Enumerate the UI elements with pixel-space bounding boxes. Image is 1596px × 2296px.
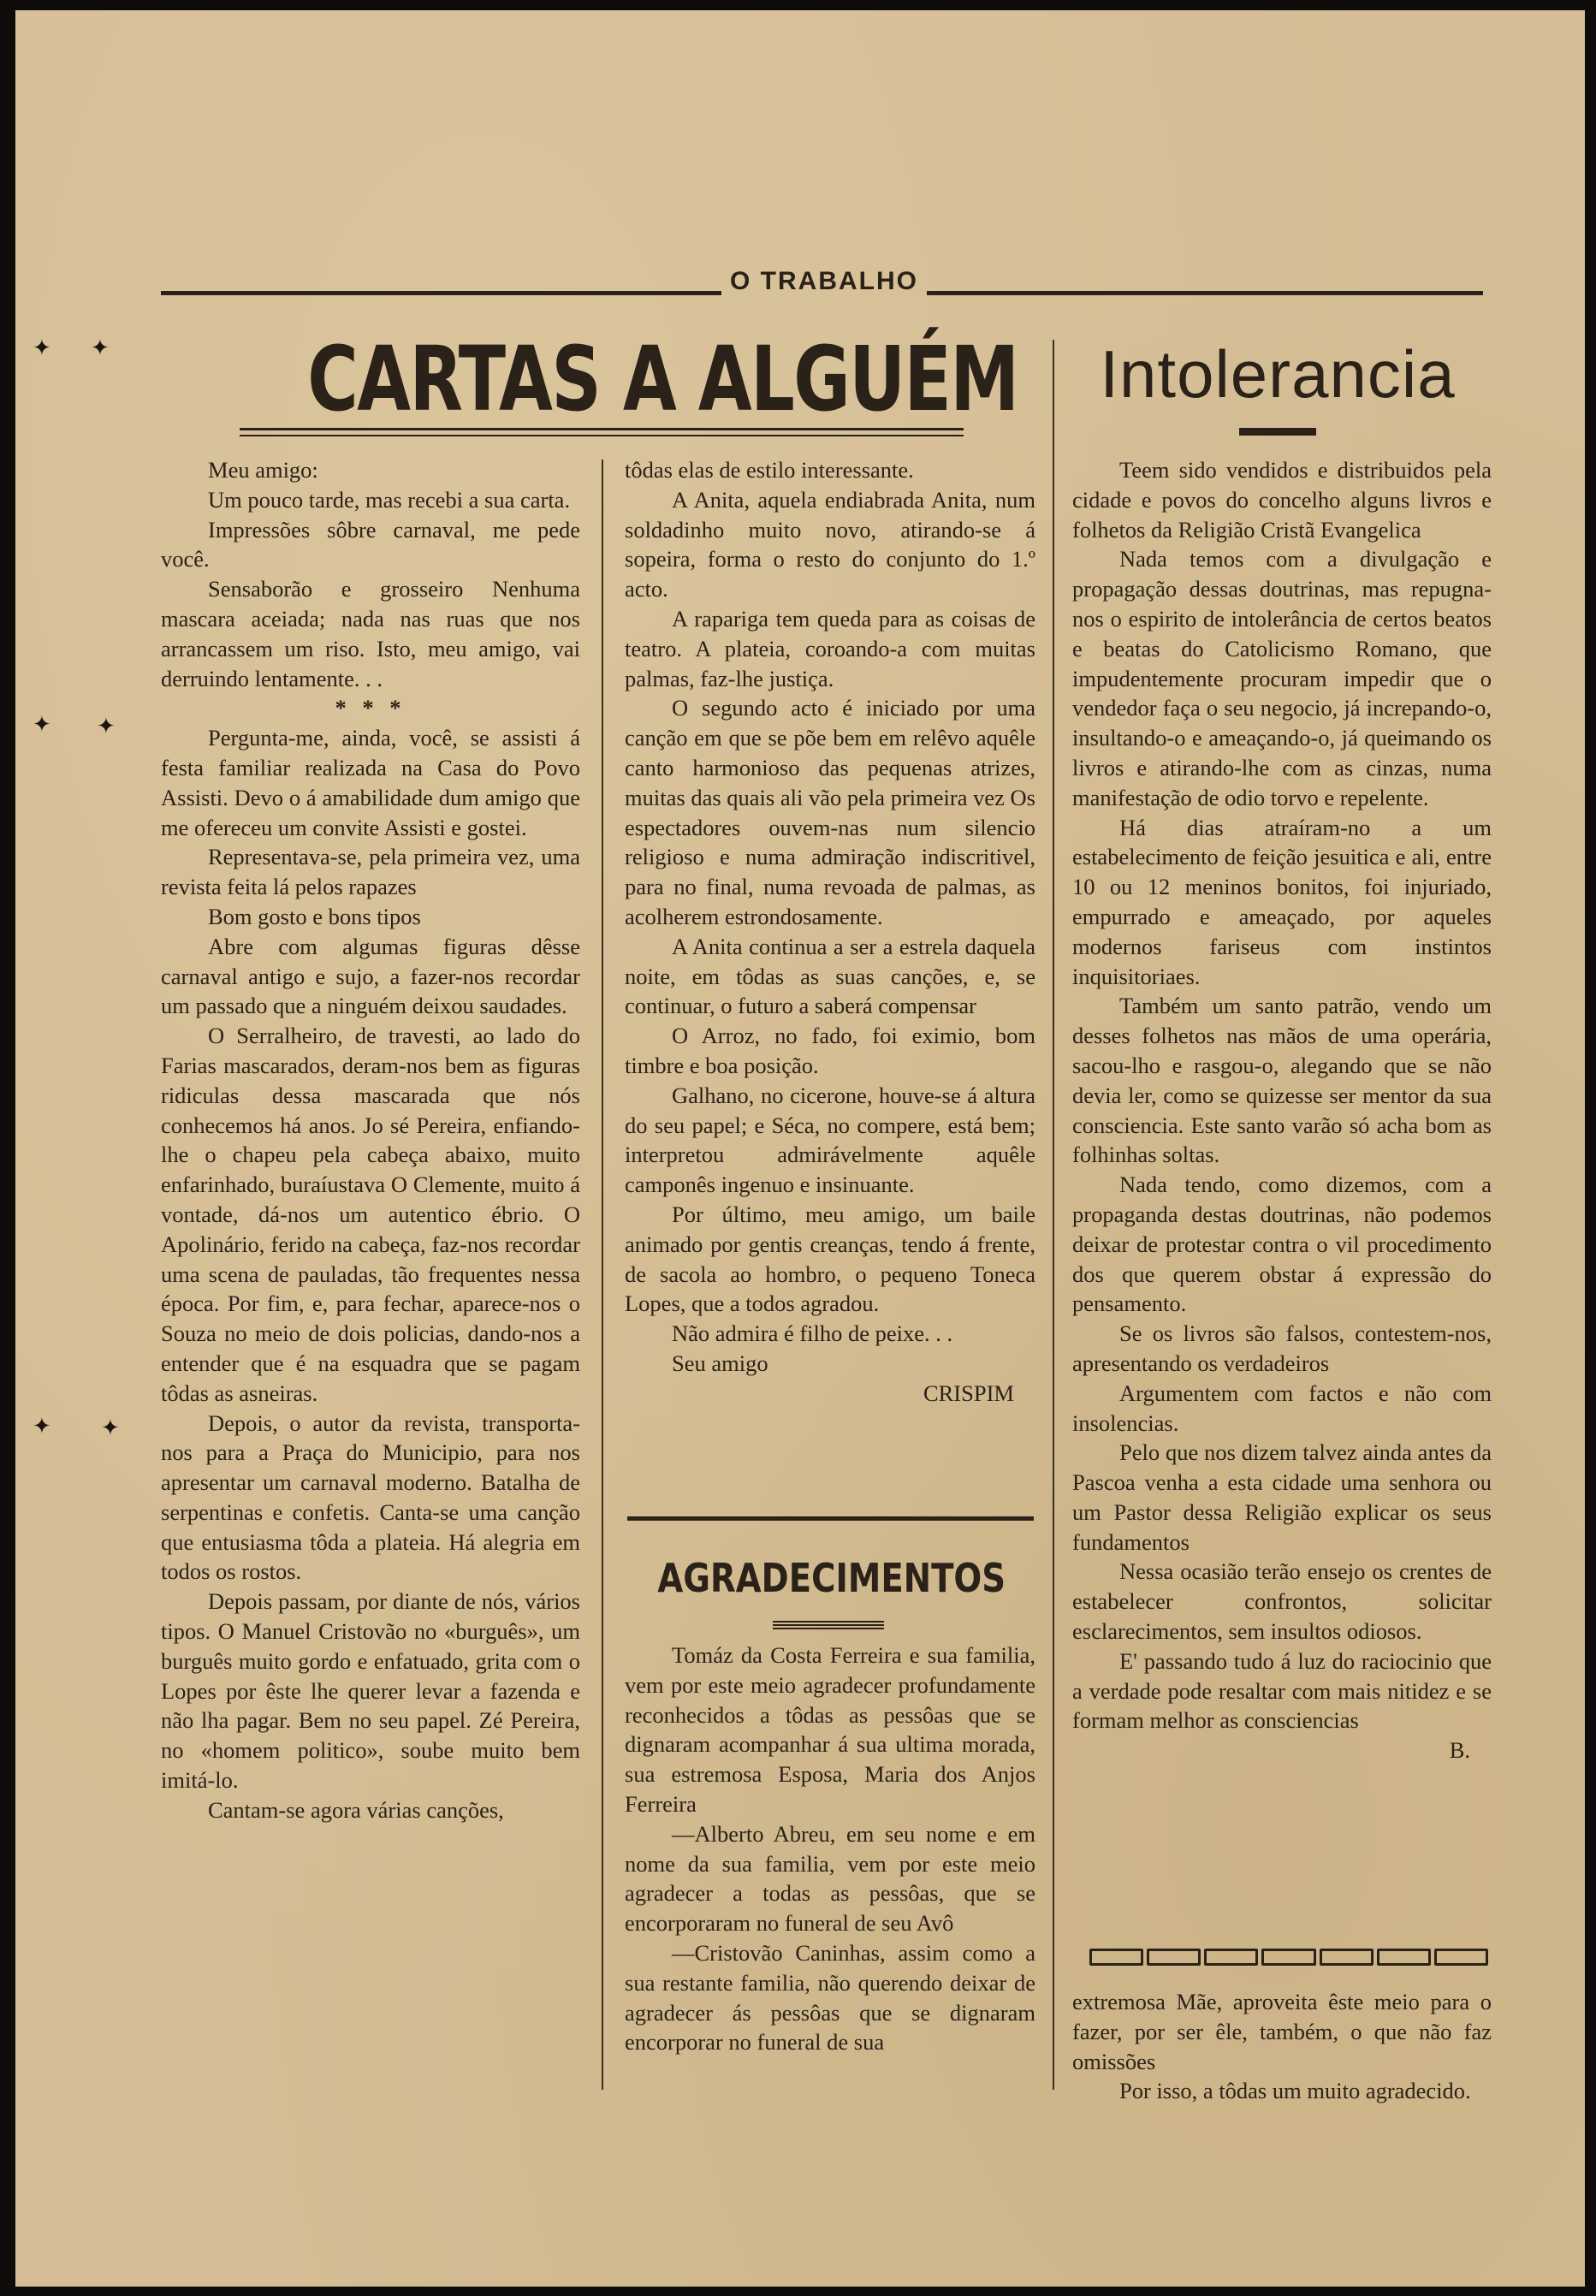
intolerancia-rule <box>1239 428 1316 436</box>
headline-underline-2 <box>240 435 964 436</box>
cartas-paragraph: Representava-se, pela primeira vez, uma revista feita lá pelos rapazes <box>161 844 580 900</box>
intolerancia-signature: B. <box>1449 1737 1470 1764</box>
agradecimentos-paragraph: —Alberto Abreu, em seu nome e em nome da sua familia, vem por este meio agradecer a todas as pessôas, que se encorporaram no funeral de seu Avô <box>625 1820 1035 1937</box>
cartas-paragraph: O Arroz, no fado, foi eximio, bom timbre e boa posição. <box>625 1023 1035 1078</box>
agradecimentos-headline: AGRADECIMENTOS <box>657 1555 1006 1601</box>
agradecimentos-paragraph: Por isso, a tôdas um muito agradecido. <box>1119 2078 1471 2104</box>
cartas-paragraph: A rapariga tem queda para as coisas de teatro. A plateia, coroando-a com muitas palmas, faz-lhe justiça. <box>625 605 1035 691</box>
cartas-paragraph: Meu amigo: <box>208 457 318 483</box>
margin-mark-3: ✦ <box>33 712 51 737</box>
intolerancia-paragraph: Pelo que nos dizem talvez ainda antes da Pascoa venha a esta cidade uma senhora ou um Pastor dessa Religião explicar os seus fundamentos <box>1072 1439 1492 1555</box>
cartas-paragraph: Por último, meu amigo, um baile animado por gentis creanças, tendo á frente, de sacola ao hombro, o pequeno Toneca Lopes, que a todos agradou. <box>625 1201 1035 1317</box>
agradecimentos-paragraph: extremosa Mãe, aproveita êste meio para o fazer, por ser êle, também, o que não faz omissões <box>1072 1989 1492 2074</box>
cartas-paragraph: Depois passam, por diante de nós, vários tipos. O Manuel Cristovão no «burguês», um burguês muito gordo e enfatuado, grita com o Lopes por êste lhe querer levar a fazenda e não lha pagar. Bem no seu papel. Zé Pereira, no «homem politico», soube muito bem imitá-lo. <box>161 1588 580 1794</box>
margin-mark-4: ✦ <box>97 714 116 739</box>
margin-mark-5: ✦ <box>33 1414 51 1439</box>
cartas-paragraph: Um pouco tarde, mas recebi a sua carta. <box>208 486 571 513</box>
margin-mark-1: ✦ <box>33 335 51 360</box>
agradecimentos-top-rule <box>627 1516 1034 1521</box>
agradecimentos-column <box>625 1640 1035 2057</box>
cartas-paragraph: A Anita, aquela endiabrada Anita, num soldadinho muito novo, atirando-se á sopeira, forma o resto do conjunto do 1.º acto. <box>625 486 1035 602</box>
cartas-paragraph: Não admira é filho de peixe. . . <box>672 1320 953 1347</box>
cartas-column-2 <box>625 455 1035 1409</box>
intolerancia-paragraph: Se os livros são falsos, contestem-nos, apresentando os verdadeiros <box>1072 1320 1492 1376</box>
intolerancia-paragraph: Há dias atraíram-no a um estabelecimento de feição jesuitica e ali, entre 10 ou 12 meninos bonitos, foi injuriado, empurrado e ameaçado, por aqueles modernos fariseus com instintos inquisitoriaes. <box>1072 814 1492 989</box>
cartas-paragraph: Pergunta-me, ainda, você, se assisti á festa familiar realizada na Casa do Povo Assisti. Devo o á amabilidade dum amigo que me ofereceu um convite Assisti e gostei. <box>161 725 580 840</box>
section-asterism: * * * <box>335 695 406 721</box>
cartas-paragraph: Cantam-se agora várias canções, <box>208 1796 504 1823</box>
cartas-column-1 <box>161 455 580 1825</box>
column-rule-2 <box>1053 340 1054 2090</box>
column-rule-1 <box>602 460 603 2090</box>
intolerancia-paragraph: Nessa ocasião terão ensejo os crentes de estabelecer confrontos, solicitar esclarecimentos, sem insultos odiosos. <box>1072 1558 1492 1645</box>
cartas-paragraph: tôdas elas de estilo interessante. <box>625 457 914 483</box>
intolerancia-paragraph: E' passando tudo á luz do raciocinio que a verdade pode resaltar com mais nitidez e se formam melhor as consciencias <box>1072 1647 1492 1734</box>
cartas-paragraph: Sensaborão e grosseiro Nenhuma mascara aceiada; nada nas ruas que nos arrancassem um riso. Isto, meu amigo, vai derruindo lentamente. . . <box>161 576 580 691</box>
intolerancia-headline: Intolerancia <box>1100 336 1456 412</box>
intolerancia-paragraph: Argumentem com factos e não com insolencias. <box>1072 1379 1492 1436</box>
cartas-paragraph: Depois, o autor da revista, transporta-nos para a Praça do Municipio, para nos apresentar um carnaval moderno. Batalha de serpentinas e confetis. Canta-se uma canção que entusiasma tôda a plateia. Há alegria em todos os rostos. <box>161 1409 580 1585</box>
cartas-paragraph: Seu amigo <box>672 1350 768 1376</box>
agradecimentos-continuation <box>1072 1987 1492 2106</box>
cartas-paragraph: O Serralheiro, de travesti, ao lado do Farias mascarados, deram-nos bem as figuras ridiculas dessa mascarada que nós conhecemos há anos. Jo sé Pereira, enfiando-lhe o chapeu pela cabeça abaixo, muito enfarinhado, buraíustava O Clemente, muito á vontade, dá-nos um autentico ébrio. O Apolinário, ferido na cabeça, faz-nos recordar uma scena de pauladas, tão frequentes nessa época. Por fim, e, para fechar, aparece-nos o Souza no meio de dois policias, dando-nos a entender que é na esquadra que se pagam tôdas as asneiras. <box>161 1023 580 1406</box>
intolerancia-paragraph: Também um santo patrão, vendo um desses folhetos nas mãos de uma operária, sacou-lho e rasgou-o, alegando que se não devia ler, como se quizesse ser mentor da sua consciencia. Este santo varão só acha bom as folhinhas soltas. <box>1072 993 1492 1168</box>
cartas-headline: CARTAS A ALGUÉM <box>307 327 1018 431</box>
masthead-rule-right <box>927 291 1483 295</box>
intolerancia-column <box>1072 455 1492 1765</box>
newspaper-name: O TRABALHO <box>730 267 918 295</box>
cartas-paragraph: O segundo acto é iniciado por uma canção em que se põe bem em relêvo aquêle canto harmonioso das pequenas atrizes, muitas das quais ali vão pela primeira vez Os espectadores ouvem-nas num silencio religioso e numa admiração indiscritivel, para no final, numa revoada de palmas, as acolherem estrondosamente. <box>625 695 1035 929</box>
intolerancia-paragraph: Teem sido vendidos e distribuidos pela cidade e povos do concelho alguns livros e folhetos da Religião Cristã Evangelica <box>1072 457 1492 543</box>
intolerancia-paragraph: Nada temos com a divulgação e propagação dessas doutrinas, mas repugna-nos o espirito de intolerância de certos beatos e beatas do Catolicismo Romano, que impudentemente procuram impedir que o vendedor faça o seu negocio, já increpando-o, insultando-o e ameaçando-o, já queimando os livros e atirando-lhe com as cinzas, numa manifestação de odio torvo e repelente. <box>1072 546 1492 810</box>
agradecimentos-paragraph: —Cristovão Caninhas, assim como a sua restante familia, não querendo deixar de agradecer ás pessôas que se dignaram encorporar no funeral de sua <box>625 1939 1035 2056</box>
agradecimentos-ornament <box>773 1621 884 1633</box>
masthead <box>161 267 1483 301</box>
cartas-paragraph: Galhano, no cicerone, houve-se á altura do seu papel; e Séca, no compere, está bem; interpretou admirávelmente aquêle camponês ingenuo e insinuante. <box>625 1082 1035 1198</box>
margin-mark-6: ✦ <box>101 1415 120 1440</box>
headline-underline <box>240 428 964 430</box>
cartas-paragraph: A Anita continua a ser a estrela daquela noite, em tôdas as suas canções, e, se continuar, o futuro a saberá compensar <box>625 933 1035 1019</box>
ornamental-chain-divider <box>1088 1946 1490 1968</box>
newspaper-page <box>15 10 1585 2287</box>
cartas-signature: CRISPIM <box>923 1379 1014 1406</box>
intolerancia-paragraph: Nada tendo, como dizemos, com a propaganda destas doutrinas, não podemos deixar de protestar contra o vil procedimento dos que querem obstar á expressão do pensamento. <box>1072 1172 1492 1317</box>
cartas-paragraph: Bom gosto e bons tipos <box>208 903 421 929</box>
cartas-paragraph: Abre com algumas figuras dêsse carnaval antigo e sujo, a fazer-nos recordar um passado que a ninguém deixou saudades. <box>161 933 580 1019</box>
margin-mark-2: ✦ <box>91 335 110 360</box>
masthead-rule-left <box>161 291 721 295</box>
agradecimentos-paragraph: Tomáz da Costa Ferreira e sua familia, vem por este meio agradecer profundamente reconhecidos a tôdas as pessôas que se dignaram acompanhar á sua ultima morada, sua estremosa Esposa, Maria dos Anjos Ferreira <box>625 1642 1035 1817</box>
cartas-paragraph: Impressões sôbre carnaval, me pede você. <box>161 516 580 573</box>
